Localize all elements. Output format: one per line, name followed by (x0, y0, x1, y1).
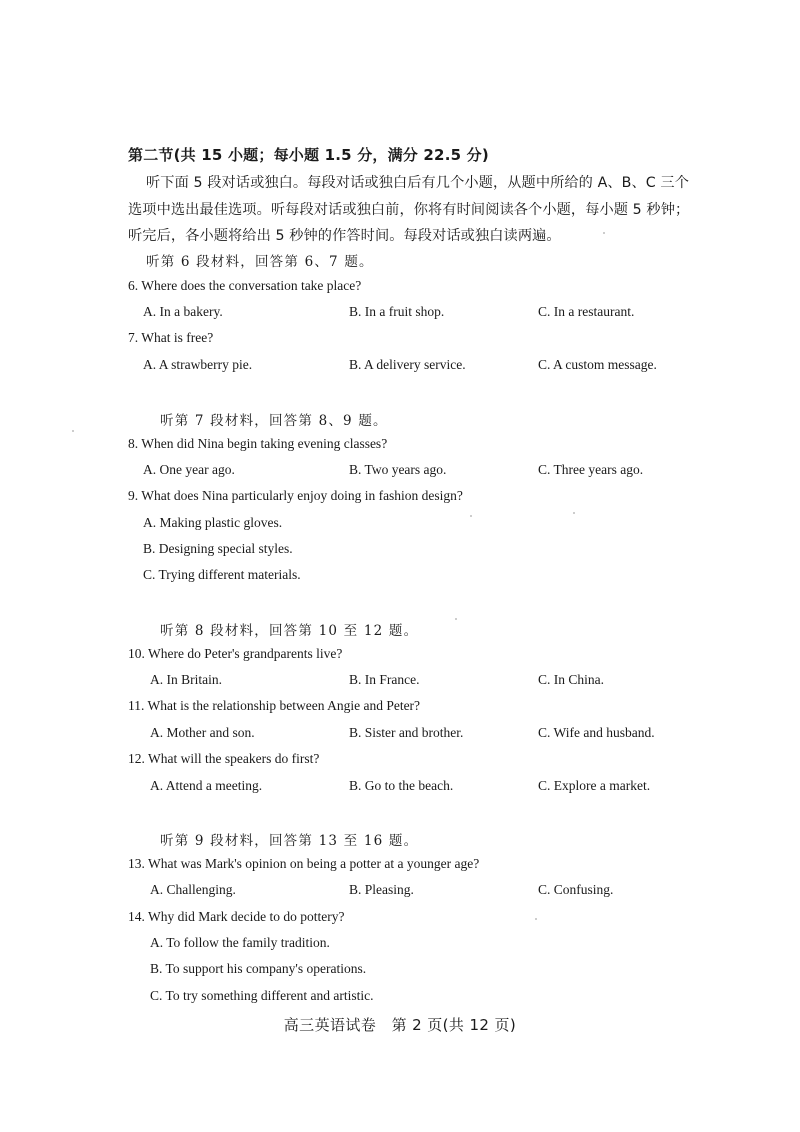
question-7: 7. What is free? (128, 330, 214, 345)
question-9: 9. What does Nina particularly enjoy doing in fashion design? (128, 488, 463, 503)
scan-speck (573, 512, 575, 514)
section-title: 第二节(共 15 小题；每小题 1.5 分，满分 22.5 分) (128, 146, 489, 164)
q8-option-a: A. One year ago. (143, 462, 235, 477)
page-footer: 高三英语试卷 第 2 页(共 12 页) (283, 1016, 517, 1034)
q12-option-b: B. Go to the beach. (349, 778, 454, 793)
question-12: 12. What will the speakers do first? (128, 751, 320, 766)
q10-option-b: B. In France. (349, 672, 420, 687)
q9-option-c: C. Trying different materials. (143, 567, 301, 582)
question-13: 13. What was Mark's opinion on being a potter at a younger age? (128, 856, 480, 871)
q14-option-c: C. To try something different and artistic. (150, 988, 374, 1003)
q9-option-a: A. Making plastic gloves. (143, 515, 283, 530)
scan-speck (455, 618, 457, 620)
question-8: 8. When did Nina begin taking evening classes? (128, 436, 388, 451)
q12-option-a: A. Attend a meeting. (150, 778, 263, 793)
q8-option-b: B. Two years ago. (349, 462, 447, 477)
question-10: 10. Where do Peter's grandparents live? (128, 646, 343, 661)
q11-option-b: B. Sister and brother. (349, 725, 464, 740)
scan-speck (72, 430, 74, 432)
q13-option-b: B. Pleasing. (349, 882, 414, 897)
q11-option-c: C. Wife and husband. (538, 725, 655, 740)
q12-option-c: C. Explore a market. (538, 778, 651, 793)
material-heading-6: 听第 6 段材料，回答第 6、7 题。 (146, 254, 374, 270)
q7-option-b: B. A delivery service. (349, 357, 466, 372)
question-11: 11. What is the relationship between Angie and Peter? (128, 698, 421, 713)
q8-option-c: C. Three years ago. (538, 462, 644, 477)
question-14: 14. Why did Mark decide to do pottery? (128, 909, 345, 924)
scan-speck (535, 918, 537, 920)
q7-option-a: A. A strawberry pie. (143, 357, 253, 372)
q11-option-a: A. Mother and son. (150, 725, 255, 740)
q10-option-c: C. In China. (538, 672, 604, 687)
q14-option-a: A. To follow the family tradition. (150, 935, 330, 950)
q6-option-c: C. In a restaurant. (538, 304, 635, 319)
question-6: 6. Where does the conversation take place? (128, 278, 362, 293)
q13-option-c: C. Confusing. (538, 882, 614, 897)
scan-speck (603, 232, 605, 234)
scan-speck (470, 515, 472, 517)
material-heading-8: 听第 8 段材料，回答第 10 至 12 题。 (160, 623, 419, 639)
q6-option-b: B. In a fruit shop. (349, 304, 445, 319)
material-heading-7: 听第 7 段材料，回答第 8、9 题。 (160, 413, 388, 429)
q14-option-b: B. To support his company's operations. (150, 961, 367, 976)
q10-option-a: A. In Britain. (150, 672, 222, 687)
q6-option-a: A. In a bakery. (143, 304, 223, 319)
instruction-line-3: 听完后，各小题将给出 5 秒钟的作答时间。每段对话或独白读两遍。 (128, 228, 561, 244)
material-heading-9: 听第 9 段材料，回答第 13 至 16 题。 (160, 833, 419, 849)
instruction-line-2: 选项中选出最佳选项。听每段对话或独白前，你将有时间阅读各个小题，每小题 5 秒钟； (128, 202, 690, 218)
instruction-line-1: 听下面 5 段对话或独白。每段对话或独白后有几个小题，从题中所给的 A、B、C 三个 (146, 175, 689, 191)
q13-option-a: A. Challenging. (150, 882, 236, 897)
q9-option-b: B. Designing special styles. (143, 541, 293, 556)
q7-option-c: C. A custom message. (538, 357, 657, 372)
